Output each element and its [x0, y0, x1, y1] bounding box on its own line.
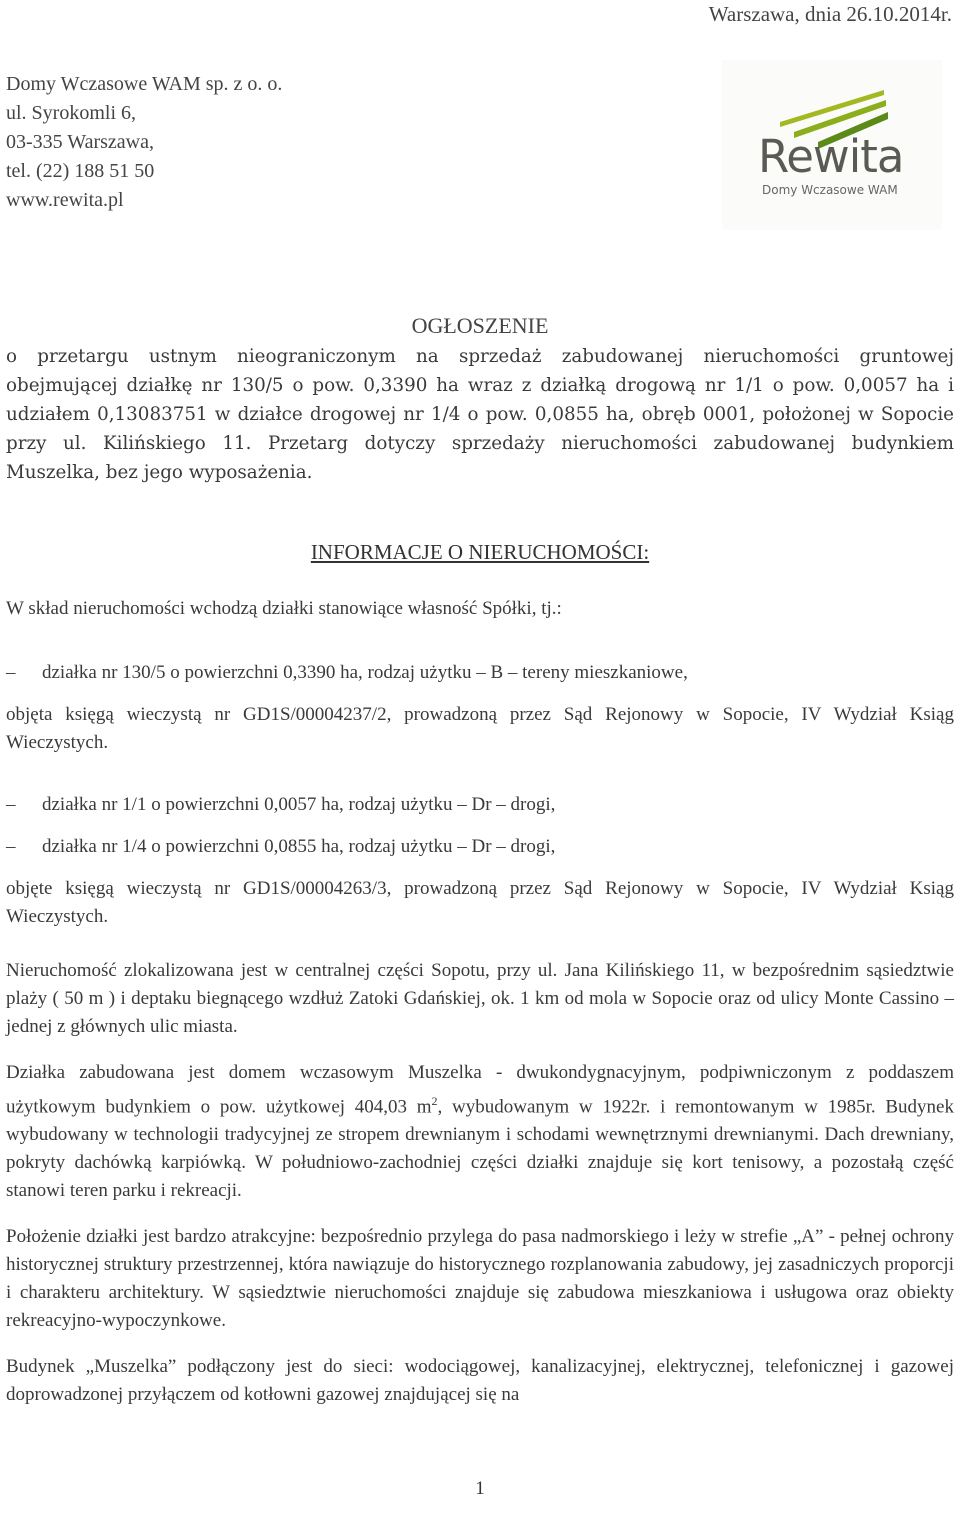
notice-title: OGŁOSZENIE	[411, 313, 549, 338]
address-phone: tel. (22) 188 51 50	[6, 160, 155, 182]
list-item	[6, 659, 954, 687]
dash-marker: –	[6, 662, 16, 683]
location-paragraph: Nieruchomość zlokalizowana jest w centralnej części Sopotu, przy ul. Jana Kilińskiego 11, w bezpośrednim sąsiedztwie plaży ( 50 m ) i deptaku biegnącego wzdłuż Zatoki Gdańskiej, ok. 1 km od mola w Sopocie oraz od ulicy Monte Cassino – jednej z głównych ulic miasta.	[6, 960, 954, 1037]
address-website: www.rewita.pl	[6, 189, 124, 211]
notice-text: o przetargu ustnym nieograniczonym na sprzedaż zabudowanej nieruchomości gruntowej obejmującej działkę nr 130/5 o pow. 0,3390 ha wraz z działką drogową nr 1/1 o pow. 0,0057 ha i udziałem 0,13083751 w działce drogowej nr 1/4 o pow. 0,0855 ha, obręb 0001, położonej w Sopocie przy ul. Kilińskiego 11. Przetarg dotyczy sprzedaży nieruchomości zabudowanej budynkiem Muszelka, bez jego wyposażenia.	[6, 346, 954, 483]
plot-1-1-item: działka nr 1/1 o powierzchni 0,0057 ha, rodzaj użytku – Dr – drogi,	[42, 794, 556, 815]
address-city: 03-335 Warszawa,	[6, 131, 154, 153]
document-date: Warszawa, dnia 26.10.2014r.	[708, 2, 952, 26]
info-section-body	[6, 595, 954, 1409]
plot-130-5-item: działka nr 130/5 o powierzchni 0,3390 ha, rodzaj użytku – B – tereny mieszkaniowe,	[42, 662, 688, 683]
position-paragraph: Położenie działki jest bardzo atrakcyjne: bezpośrednio przylega do pasa nadmorskiego i leży w strefie „A” - pełnej ochrony historycznej struktury przestrzennej, która nawiązuje do historycznego rozplanowania zabudowy, jej zasadniczych proporcji i charakteru architektury. W sąsiedztwie nieruchomości znajduje się zabudowa mieszkaniowa i usługowa oraz obiekty rekreacyjno-wypoczynkowe.	[6, 1226, 954, 1332]
plot-1-4-item: działka nr 1/4 o powierzchni 0,0855 ha, rodzaj użytku – Dr – drogi,	[42, 836, 556, 857]
utilities-paragraph: Budynek „Muszelka” podłączony jest do sieci: wodociągowej, kanalizacyjnej, elektrycznej, telefonicznej i gazowej doprowadzonej przyłączem od kotłowni gazowej znajdującej się na	[6, 1356, 954, 1406]
building-paragraph: Działka zabudowana jest domem wczasowym Muszelka - dwukondygnacyjnym, podpiwniczonym z poddaszem użytkowym budynkiem o pow. użytkowej 404,03 $m^2$, wybudowanym w 1922r. i remontowanym w 1985r. Budynek wybudowany w technologii tradycyjnej ze stropem drewnianym i schodami wewnętrznymi drewnianymi. Dach drewniany, pokryty dachówką karpiówką. W południowo-zachodniej części działki znajduje się kort tenisowy, a pozostałą część stanowi teren parku i rekreacji.	[6, 1062, 954, 1202]
list-item	[6, 833, 954, 861]
page-number: 1	[475, 1478, 485, 1499]
notice-text-block	[6, 342, 954, 487]
address-street: ul. Syrokomli 6,	[6, 102, 137, 124]
sender-address	[6, 70, 282, 215]
dash-marker: –	[6, 794, 16, 815]
dash-marker: –	[6, 836, 16, 857]
land-register-2: objęte księgą wieczystą nr GD1S/00004263/3, prowadzoną przez Sąd Rejonowy w Sopocie, IV Wydział Ksiąg Wieczystych.	[6, 878, 954, 927]
logo-subtitle: Domy Wczasowe WAM	[762, 183, 898, 197]
info-intro: W skład nieruchomości wchodzą działki stanowiące własność Spółki, tj.:	[6, 598, 562, 619]
logo-name: Rewita	[758, 130, 904, 183]
rewita-logo	[722, 60, 942, 230]
address-company: Domy Wczasowe WAM sp. z o. o.	[6, 73, 283, 95]
info-section-title: INFORMACJE O NIERUCHOMOŚCI:	[310, 540, 650, 564]
list-item	[6, 791, 954, 819]
land-register-1: objęta księgą wieczystą nr GD1S/00004237/2, prowadzoną przez Sąd Rejonowy w Sopocie, IV Wydział Ksiąg Wieczystych.	[6, 704, 954, 753]
